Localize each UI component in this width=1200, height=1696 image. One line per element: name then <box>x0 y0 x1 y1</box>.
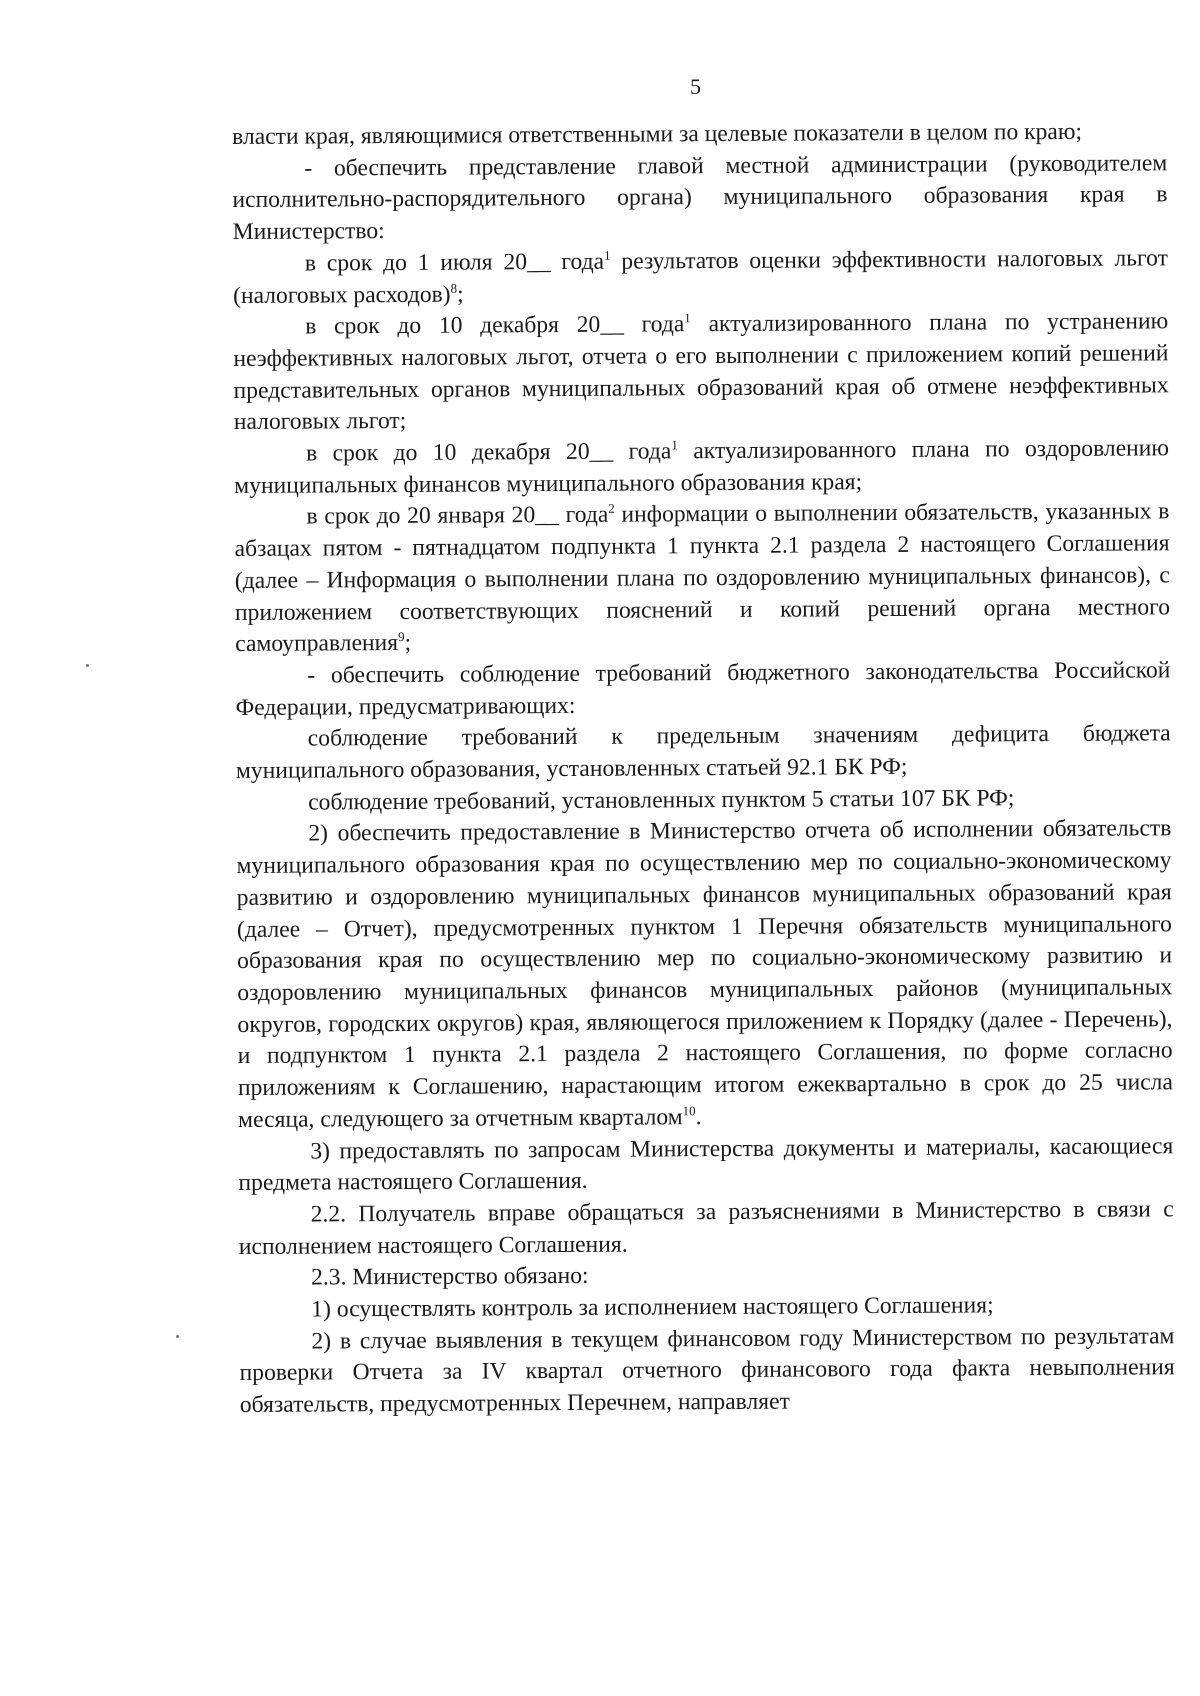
paragraph-text: актуализированного плана по оздоровлению муниципальных финансов муниципального образования края; <box>234 435 1170 499</box>
document-body <box>232 116 1175 1422</box>
footnote-marker: 9 <box>398 629 405 645</box>
footnote-marker: 2 <box>608 501 615 517</box>
footnote-marker: 1 <box>684 310 691 326</box>
paragraph-text: - обеспечить соблюдение требований бюджетного законодательства Российской Федерации, предусматривающих: <box>235 657 1171 721</box>
paragraph-text: 2) в случае выявления в текущем финансовом году Министерством по результатам проверки Отчета за IV квартал отчетного финансового года факта невыполнения обязательств, предусмотренных Перечнем, направляет <box>239 1322 1175 1419</box>
paragraph <box>234 497 1170 661</box>
footnote-marker: 1 <box>671 437 678 453</box>
paragraph <box>239 1194 1174 1263</box>
paragraph-text: - обеспечить представление главой местной администрации (руководителем исполнительно-распорядительного органа) муниципального образования края в Министерство: <box>232 149 1168 246</box>
paragraph-text: 3) предоставлять по запросам Министерства документы и материалы, касающиеся предмета настоящего Соглашения. <box>238 1132 1174 1197</box>
paragraph-text: 2.3. Министерство обязано: <box>310 1263 589 1291</box>
paragraph-text: 2) обеспечить предоставление в Министерство отчета об исполнении обязательств муниципального образования края по осуществлению мер по социально-экономическому развитию и оздоровлению муниципальных финансов муниципальных образований края (далее – Отчет), предусмотренных пунктом 1 Перечня обязательств муниципального образования края по осуществлению мер по социально-экономическому развитию и оздоровлению муниципальных финансов муниципальных районов (муниципальных округов, городских округов) края, являющегося приложением к Порядку (далее - Перечень), и подпунктом 1 пункта 2.1 раздела 2 настоящего Соглашения, по форме согласно приложениям к Соглашению, нарастающим итогом ежеквартально в срок до 25 числа месяца, следующего за отчетным кварталом <box>236 815 1173 1133</box>
paragraph <box>232 116 1167 153</box>
paragraph <box>232 148 1168 249</box>
paragraph-text: власти края, являющимися ответственными за целевые показатели в целом по краю; <box>232 118 1083 150</box>
page-number: 5 <box>690 74 701 99</box>
paragraph-text: в срок до 20 января 20__ года <box>306 502 609 530</box>
paragraph <box>236 719 1171 788</box>
paragraph-text: 1) осуществлять контроль за исполнением настоящего Соглашения; <box>311 1292 994 1323</box>
paragraph-text: в срок до 10 декабря 20__ года <box>305 438 672 467</box>
paragraph-text: информации о выполнении обязательств, указанных в абзацах пятом - пятнадцатом подпункта 1 пункта 2.1 раздела 2 настоящего Соглашения (далее – Информация о выполнении плана по оздоровлению муниципальных финансов), с приложением соответствующих пояснений и копий решений органа местного самоуправления <box>234 498 1171 658</box>
paragraph-text: соблюдение требований к предельным значениям дефицита бюджета муниципального образования, установленных статьей 92.1 БК РФ; <box>235 720 1171 785</box>
scan-speck <box>176 1335 179 1338</box>
footnote-marker: 1 <box>603 247 611 263</box>
paragraph-text: ; <box>457 281 464 308</box>
paragraph-text: результатов оценки эффективности налоговых льгот (налоговых расходов) <box>232 245 1168 309</box>
paragraph <box>235 655 1170 724</box>
paragraph-text: в срок до 10 декабря 20__ года <box>305 311 685 340</box>
scan-speck <box>86 664 89 667</box>
footnote-marker: 8 <box>450 280 458 296</box>
paragraph <box>233 307 1169 440</box>
paragraph-text: в срок до 1 июля 20__ года <box>304 248 605 277</box>
paragraph-text: актуализированного плана по устранению неэффективных налоговых льгот, отчета о его выполнении с приложением копий решений представительных органов муниципальных образований края об отмене неэффективных налоговых льгот; <box>233 308 1169 436</box>
footnote-marker: 10 <box>682 1102 696 1119</box>
paragraph <box>239 1321 1175 1422</box>
paragraph-text: соблюдение требований, установленных пунктом 5 статьи 107 БК РФ; <box>308 784 1015 816</box>
paragraph-text: 2.2. Получатель вправе обращаться за разъяснениями в Министерство в связи с исполнением настоящего Соглашения. <box>238 1196 1174 1260</box>
paragraph-text: ; <box>404 630 412 657</box>
paragraph <box>236 814 1173 1137</box>
paragraph-text: . <box>695 1103 702 1130</box>
paragraph <box>233 243 1168 312</box>
paragraph <box>234 433 1169 502</box>
paragraph <box>238 1131 1173 1200</box>
